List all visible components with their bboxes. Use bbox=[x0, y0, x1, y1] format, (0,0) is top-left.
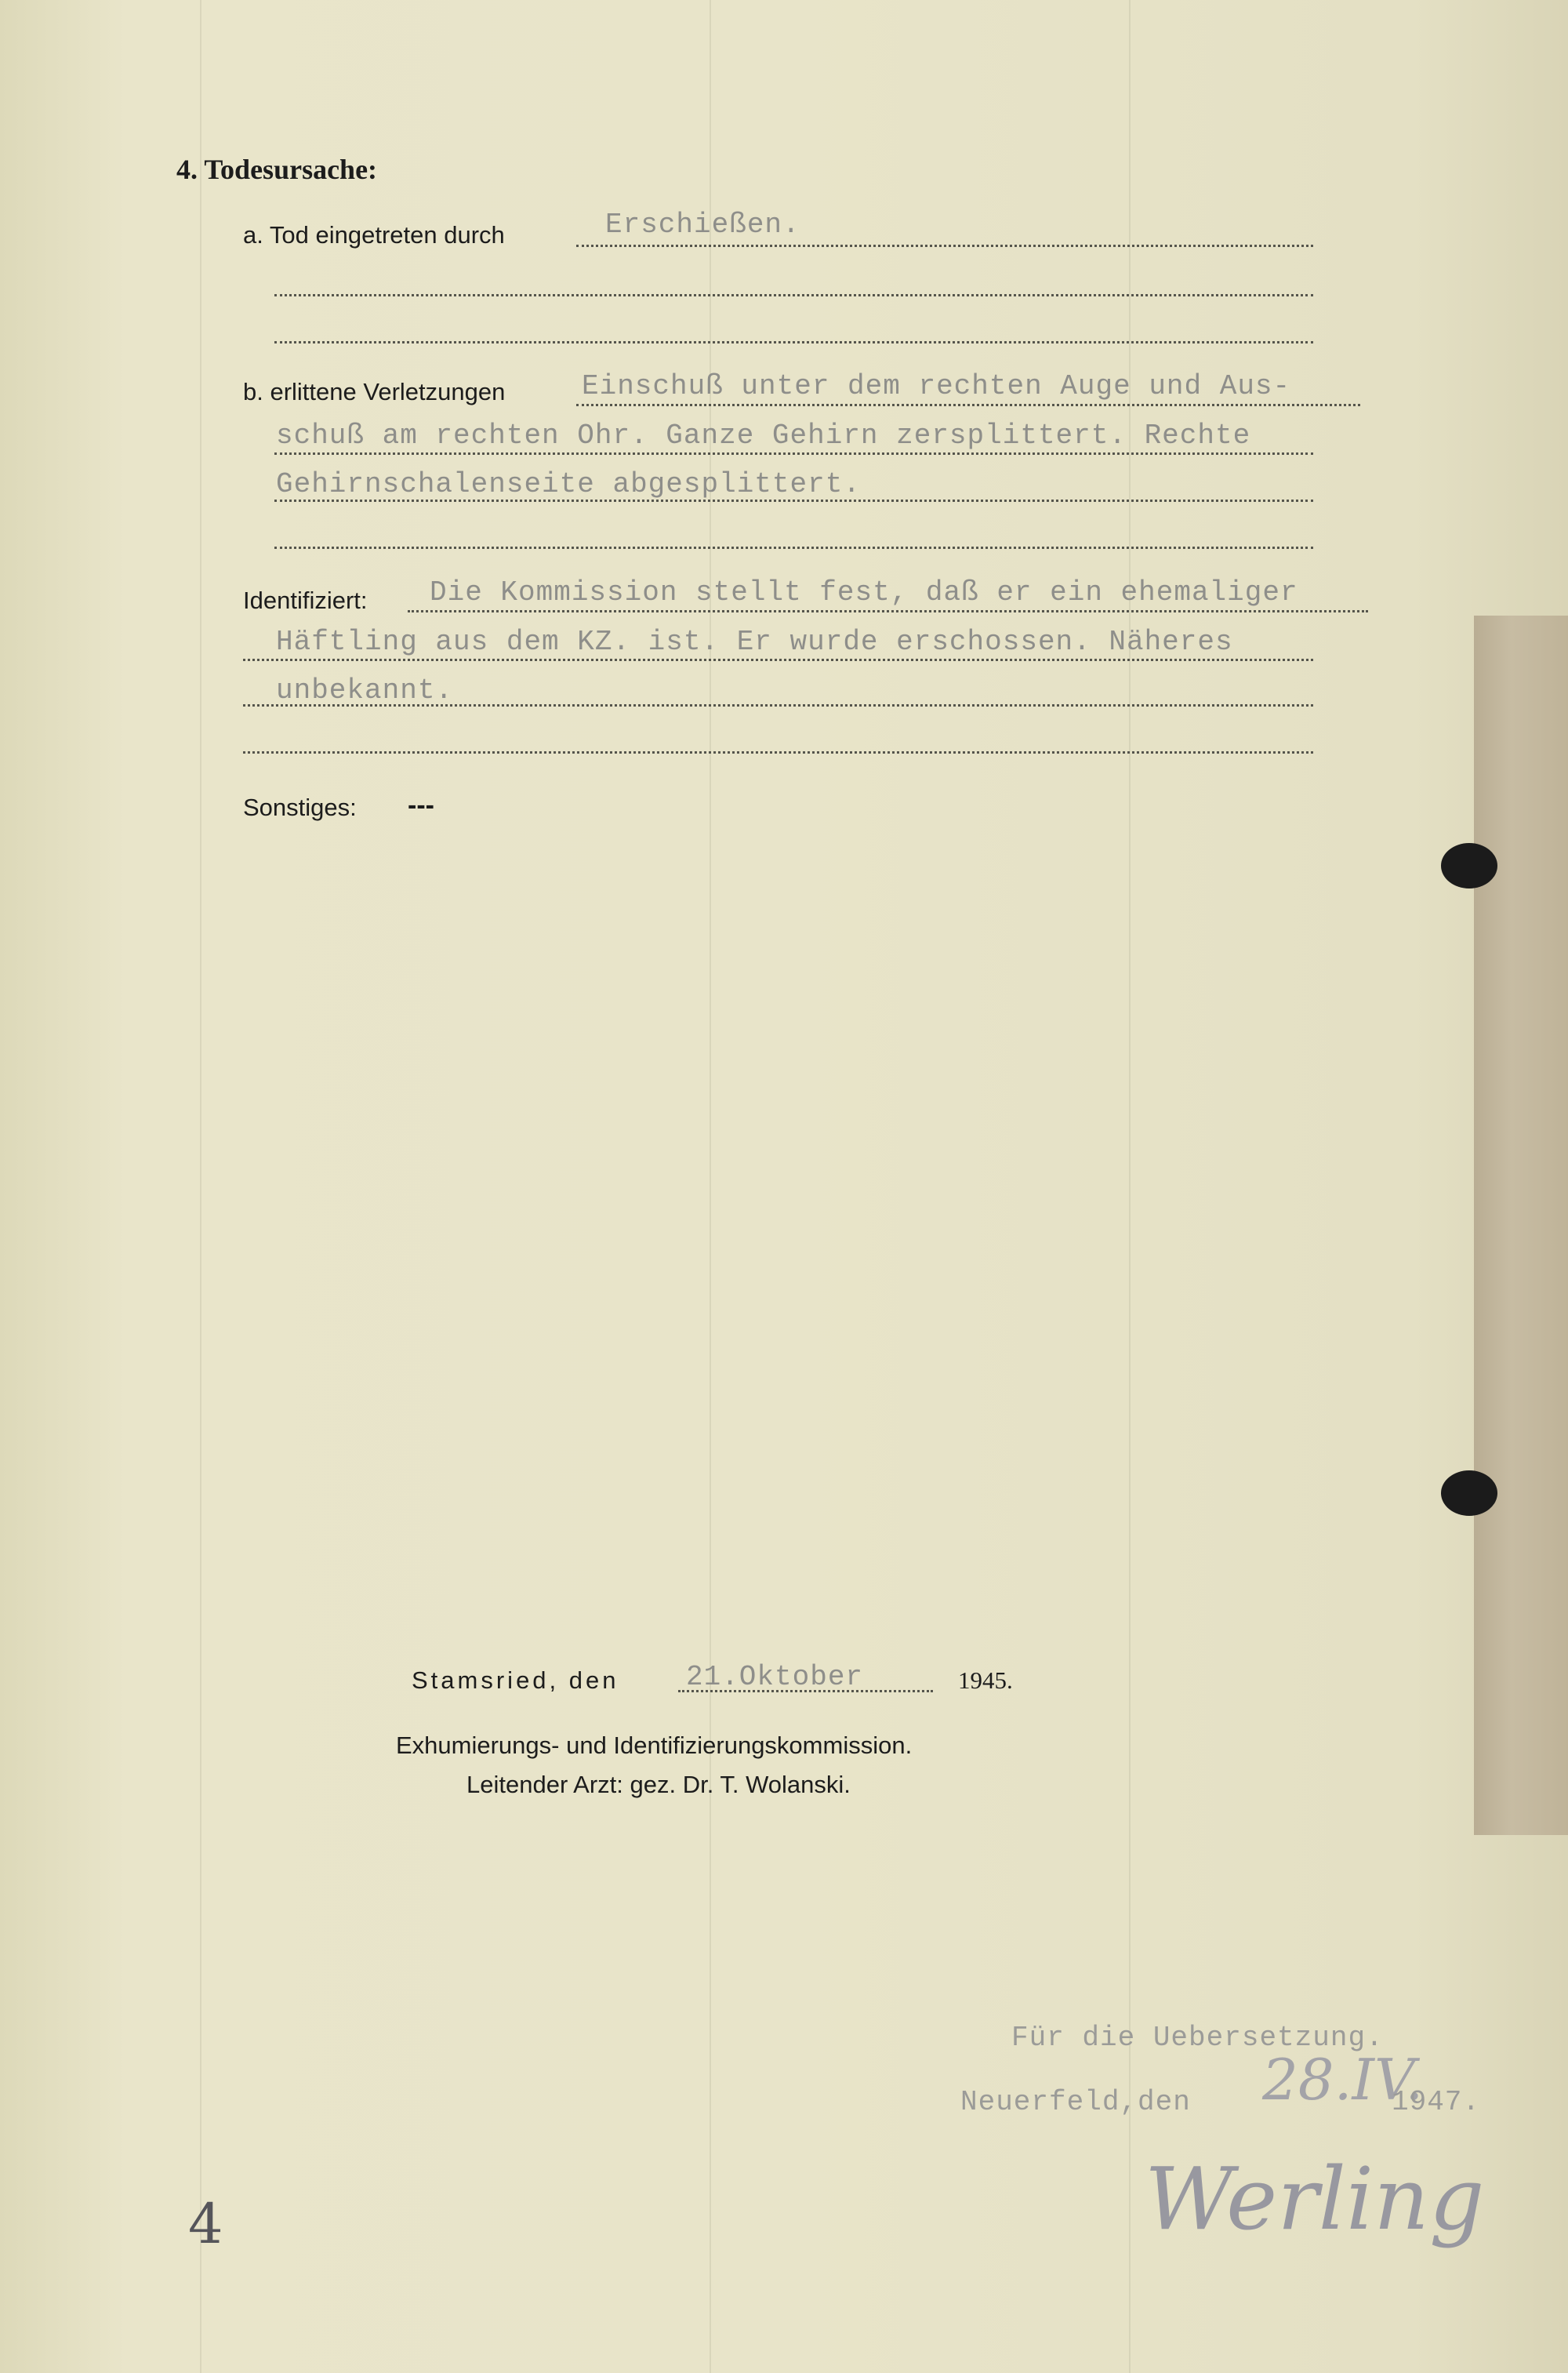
paper-fold-line bbox=[200, 0, 201, 2373]
page-number: 4 bbox=[188, 2192, 223, 2256]
doctor-signature-line: Leitender Arzt: gez. Dr. T. Wolanski. bbox=[466, 1771, 851, 1798]
dotted-line bbox=[408, 610, 1368, 612]
field-value-identified-line: Die Kommission stellt fest, daß er ein ehemaliger bbox=[430, 576, 1298, 609]
field-value-injuries-line: Einschuß unter dem rechten Auge und Aus- bbox=[582, 370, 1291, 402]
dotted-line bbox=[243, 704, 1313, 707]
handwritten-date: 28.IV. bbox=[1262, 2047, 1424, 2113]
translation-year: 1947. bbox=[1392, 2086, 1481, 2118]
dotted-line bbox=[243, 751, 1313, 754]
dotted-line bbox=[576, 404, 1360, 406]
field-value-cause: Erschießen. bbox=[605, 209, 800, 241]
binding-tab bbox=[1474, 616, 1568, 1835]
field-value-identified-line: unbekannt. bbox=[276, 674, 454, 707]
dotted-line bbox=[274, 452, 1313, 455]
dotted-line bbox=[576, 245, 1313, 247]
paper-fold-line bbox=[710, 0, 711, 2373]
dotted-line bbox=[274, 547, 1313, 549]
translation-note: Für die Uebersetzung. bbox=[1011, 2022, 1384, 2054]
field-value-misc: --- bbox=[408, 790, 434, 820]
dotted-line bbox=[274, 294, 1313, 296]
year: 1945. bbox=[958, 1666, 1013, 1694]
field-label-misc: Sonstiges: bbox=[243, 794, 357, 821]
field-label-cause: a. Tod eingetreten durch bbox=[243, 221, 505, 249]
punch-hole bbox=[1441, 843, 1497, 889]
field-label-identified: Identifiziert: bbox=[243, 587, 368, 614]
dotted-line bbox=[274, 341, 1313, 343]
translator-signature: Werling bbox=[1145, 2149, 1485, 2249]
field-value-identified-line: Häftling aus dem KZ. ist. Er wurde erschossen. Näheres bbox=[276, 626, 1233, 658]
commission-name: Exhumierungs- und Identifizierungskommission. bbox=[396, 1732, 913, 1759]
section-heading: 4. Todesursache: bbox=[176, 154, 378, 185]
punch-hole bbox=[1441, 1470, 1497, 1516]
field-label-injuries: b. erlittene Verletzungen bbox=[243, 378, 506, 405]
field-value-injuries-line: Gehirnschalenseite abgesplittert. bbox=[276, 468, 861, 500]
dotted-line bbox=[243, 659, 1313, 661]
dotted-line bbox=[678, 1690, 933, 1692]
date-value: 21.Oktober bbox=[686, 1661, 864, 1693]
paper-fold-line bbox=[1129, 0, 1131, 2373]
field-value-injuries-line: schuß am rechten Ohr. Ganze Gehirn zersplittert. Rechte bbox=[276, 420, 1251, 452]
dotted-line bbox=[274, 500, 1313, 502]
place-date-label: Stamsried, den bbox=[412, 1666, 619, 1694]
translation-place: Neuerfeld,den bbox=[960, 2086, 1191, 2118]
